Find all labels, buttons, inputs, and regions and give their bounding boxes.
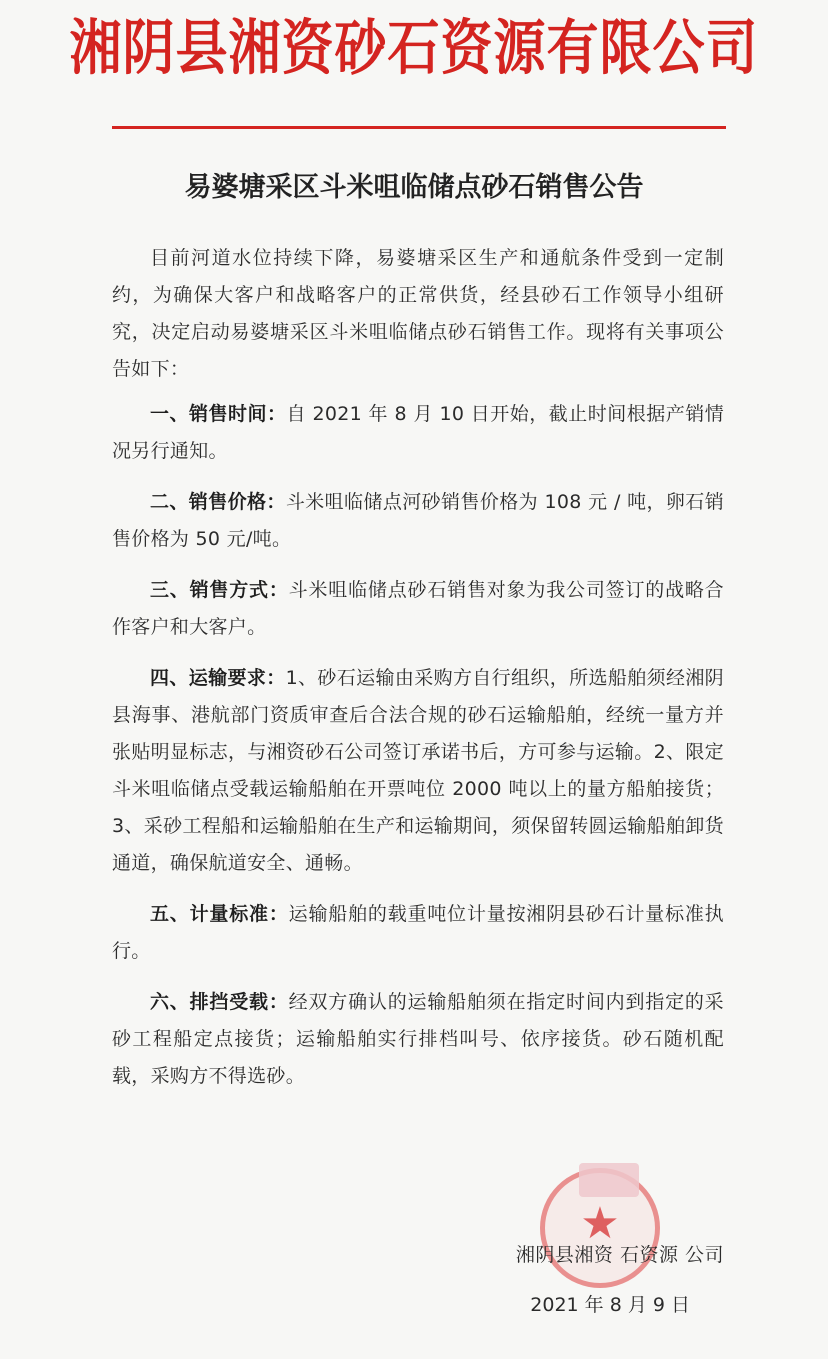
company-letterhead: 湘阴县湘资砂石资源有限公司 <box>69 13 759 84</box>
section-measurement-standard <box>112 896 724 970</box>
section-text: 斗米咀临储点河砂销售价格为 108 元 / 吨，卵石销售价格为 50 元/吨。 <box>112 491 724 550</box>
section-sales-method <box>112 572 724 646</box>
signature-company: 湘阴县湘资 石资源 公司 <box>515 1244 724 1266</box>
section-loading-schedule <box>112 984 724 1095</box>
section-text: 自 2021 年 8 月 10 日开始，截止时间根据产销情况另行通知。 <box>112 403 724 462</box>
notice-body <box>112 240 724 1109</box>
section-transport-requirements <box>112 660 724 882</box>
seal-redaction <box>579 1163 639 1197</box>
section-text: 1、砂石运输由采购方自行组织，所选船舶须经湘阴县海事、港航部门资质审查后合法合规的砂石运输船舶，经统一量方并张贴明显标志，与湘资砂石公司签订承诺书后，方可参与运输。2、限定斗米咀临储点受载运输船舶在开票吨位 2000 吨以上的量方船舶接货；3、采砂工程船和运输船舶在生产和运输期间，须保留转圆运输船舶卸货通道，确保航道安全、通畅。 <box>112 667 724 874</box>
section-text: 经双方确认的运输船舶须在指定时间内到指定的采砂工程船定点接货；运输船舶实行排档叫号、依序接货。砂石随机配载，采购方不得选砂。 <box>112 991 724 1087</box>
section-heading: 六、排挡受载： <box>150 991 289 1013</box>
section-heading: 二、销售价格： <box>150 491 286 513</box>
section-text: 斗米咀临储点砂石销售对象为我公司签订的战略合作客户和大客户。 <box>112 579 724 638</box>
notice-intro: 目前河道水位持续下降，易婆塘采区生产和通航条件受到一定制约，为确保大客户和战略客户的正常供货，经县砂石工作领导小组研究，决定启动易婆塘采区斗米咀临储点砂石销售工作。现将有关事项公告如下： <box>112 247 724 380</box>
section-sales-time <box>112 396 724 470</box>
section-heading: 五、计量标准： <box>150 903 289 925</box>
seal-star-icon: ★ <box>580 1198 620 1249</box>
section-heading: 一、销售时间： <box>150 403 287 425</box>
section-text: 运输船舶的载重吨位计量按湘阴县砂石计量标准执行。 <box>112 903 724 962</box>
signature-date: 2021 年 8 月 9 日 <box>530 1294 690 1316</box>
notice-title: 易婆塘采区斗米咀临储点砂石销售公告 <box>184 172 644 203</box>
section-sales-price <box>112 484 724 558</box>
letterhead-divider <box>112 126 726 129</box>
company-seal <box>540 1168 660 1288</box>
section-heading: 四、运输要求： <box>150 667 286 689</box>
section-heading: 三、销售方式： <box>150 579 289 601</box>
